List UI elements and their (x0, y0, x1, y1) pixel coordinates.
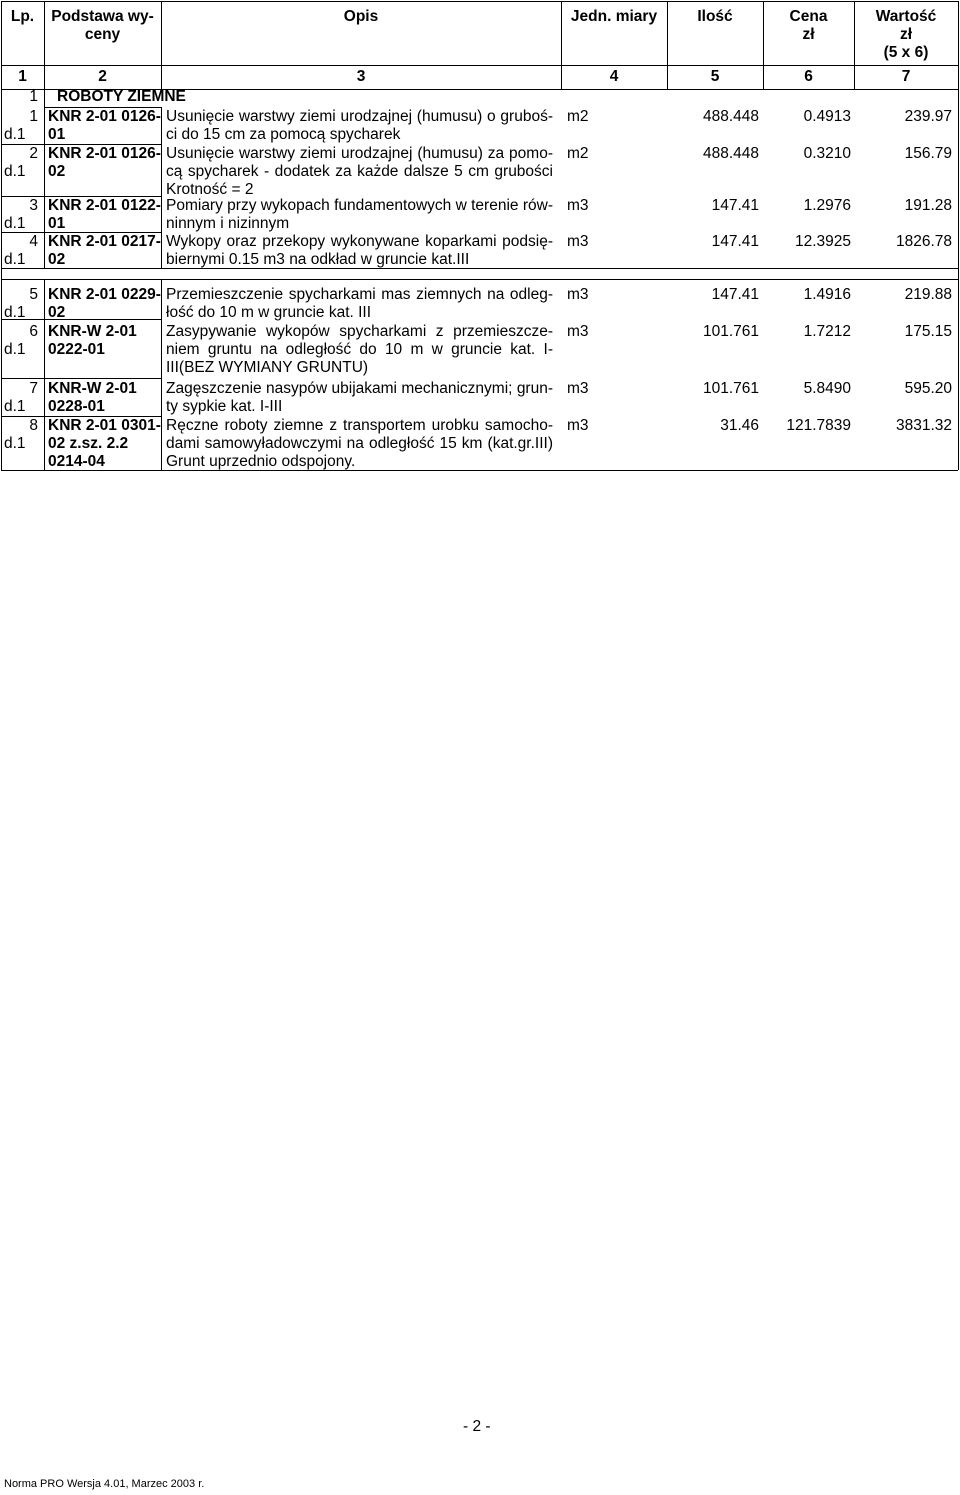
row-lp-suffix: d.1 (4, 341, 26, 358)
row-basis: KNR 2-01 0217- (48, 233, 161, 250)
row-basis: 01 (48, 126, 66, 143)
header-unit: Jedn. miary (570, 8, 658, 25)
row-basis: 01 (48, 215, 66, 232)
column-number: 4 (609, 68, 619, 85)
row-value: 1826.78 (895, 233, 952, 250)
row-lp: 6 (29, 323, 38, 340)
header-price: Cena (789, 8, 828, 25)
row-value: 3831.32 (895, 417, 952, 434)
row-price: 1.4916 (803, 286, 851, 303)
grid-line-horizontal (1, 1, 958, 2)
row-value: 156.79 (904, 145, 952, 162)
row-lp-suffix: d.1 (4, 435, 26, 452)
row-basis: KNR 2-01 0126- (48, 145, 161, 162)
row-basis: 0228-01 (48, 398, 105, 415)
section-title: ROBOTY ZIEMNE (57, 88, 186, 105)
row-description-line: łość do 10 m w gruncie kat. III (166, 304, 372, 321)
column-number: 7 (901, 68, 911, 85)
row-value: 595.20 (904, 380, 952, 397)
page-number: - 2 - (463, 1418, 491, 1435)
row-description-line: niem gruntu na odległość do 10 m w gruncie kat. I- (166, 341, 553, 358)
row-basis: 0222-01 (48, 341, 105, 358)
row-description-line: Usunięcie warstwy ziemi urodzajnej (humusu) o gruboś- (166, 108, 553, 125)
row-description (166, 197, 553, 233)
row-description-line: Zagęszczenie nasypów ubijakami mechanicznymi; grun- (166, 380, 553, 397)
column-number: 1 (18, 68, 27, 85)
column-number: 6 (804, 68, 813, 85)
section-number: 1 (29, 88, 38, 105)
row-value: 219.88 (904, 286, 952, 303)
row-basis: KNR 2-01 0229- (48, 286, 161, 303)
header-value: zł (899, 26, 913, 43)
row-description-line: Zasypywanie wykopów spycharkami z przemieszcze- (166, 323, 553, 340)
row-unit: m3 (567, 233, 589, 250)
row-description-line: ty sypkie kat. I-III (166, 398, 283, 415)
row-unit: m3 (567, 323, 589, 340)
row-lp-suffix: d.1 (4, 251, 26, 268)
row-quantity: 488.448 (702, 145, 759, 162)
header-lp: Lp. (10, 8, 35, 25)
row-description-line: Wykopy oraz przekopy wykonywane koparkami podsię- (166, 233, 553, 250)
row-description-line: biernymi 0.15 m3 na odkład w gruncie kat.III (166, 251, 470, 268)
row-lp: 1 (29, 108, 38, 125)
row-value: 239.97 (904, 108, 952, 125)
row-basis: 02 (48, 163, 66, 180)
row-description (166, 108, 553, 144)
grid-line-vertical (44, 279, 45, 470)
row-price: 5.8490 (803, 380, 851, 397)
row-basis: KNR-W 2-01 (48, 380, 137, 397)
row-description (166, 233, 553, 269)
row-quantity: 101.761 (702, 380, 759, 397)
row-description (166, 417, 553, 471)
row-description-line: Ręczne roboty ziemne z transportem urobku samocho- (166, 417, 553, 434)
row-description-line: ci do 15 cm za pomocą spycharek (166, 126, 401, 143)
row-value: 191.28 (904, 197, 952, 214)
row-lp: 3 (29, 197, 38, 214)
row-basis: KNR 2-01 0122- (48, 197, 161, 214)
header-description: Opis (343, 8, 379, 25)
grid-line-horizontal (1, 279, 958, 280)
grid-line-horizontal (1, 65, 958, 66)
row-quantity: 101.761 (702, 323, 759, 340)
row-basis: 02 (48, 251, 66, 268)
row-description (166, 286, 553, 322)
column-number: 2 (98, 68, 107, 85)
row-price: 0.4913 (803, 108, 851, 125)
row-quantity: 147.41 (711, 286, 759, 303)
row-quantity: 488.448 (702, 108, 759, 125)
row-lp: 2 (29, 145, 38, 162)
column-number: 5 (710, 68, 720, 85)
row-description-line: Pomiary przy wykopach fundamentowych w terenie rów- (166, 197, 553, 214)
row-description-line: Grunt uprzednio odspojony. (166, 453, 356, 470)
grid-line-vertical (161, 279, 162, 470)
grid-line-vertical (161, 107, 162, 268)
row-unit: m3 (567, 197, 589, 214)
row-description-line: Krotność = 2 (166, 181, 254, 198)
row-price: 12.3925 (794, 233, 851, 250)
row-price: 121.7839 (786, 417, 851, 434)
header-value: (5 x 6) (883, 44, 929, 61)
row-price: 1.7212 (803, 323, 851, 340)
header-price: zł (802, 26, 815, 43)
row-unit: m3 (567, 380, 589, 397)
row-quantity: 147.41 (711, 197, 759, 214)
row-price: 0.3210 (803, 145, 851, 162)
row-unit: m2 (567, 108, 589, 125)
row-description (166, 323, 553, 377)
row-basis: 0214-04 (48, 453, 105, 470)
row-basis: KNR 2-01 0301- (48, 417, 161, 434)
row-description-line: cą spycharek - dodatek za każde dalsze 5 cm grubości (166, 163, 553, 180)
row-description-line: Przemieszczenie spycharkami mas ziemnych na odleg- (166, 286, 553, 303)
row-unit: m3 (567, 286, 589, 303)
row-basis: 02 (48, 304, 66, 321)
row-description-line: ninnym i nizinnym (166, 215, 290, 232)
header-basis: Podstawa wy- (51, 8, 154, 25)
row-description-line: Usunięcie warstwy ziemi urodzajnej (humusu) za pomo- (166, 145, 553, 162)
row-lp-suffix: d.1 (4, 304, 26, 321)
row-lp-suffix: d.1 (4, 163, 26, 180)
header-value: Wartość (875, 8, 937, 25)
row-value: 175.15 (904, 323, 952, 340)
software-version: Norma PRO Wersja 4.01, Marzec 2003 r. (4, 1478, 205, 1490)
row-basis: KNR-W 2-01 (48, 323, 137, 340)
row-lp: 5 (29, 286, 38, 303)
grid-line-horizontal (1, 378, 161, 379)
row-unit: m3 (567, 417, 589, 434)
row-quantity: 31.46 (720, 417, 759, 434)
row-lp-suffix: d.1 (4, 126, 26, 143)
row-unit: m2 (567, 145, 589, 162)
row-basis: 02 z.sz. 2.2 (48, 435, 129, 452)
row-lp-suffix: d.1 (4, 398, 26, 415)
header-basis: ceny (84, 26, 121, 43)
header-quantity: Ilość (697, 8, 733, 25)
grid-line-vertical (958, 1, 959, 470)
row-lp: 7 (29, 380, 38, 397)
row-description-line: III(BEZ WYMIANY GRUNTU) (166, 359, 369, 376)
grid-line-vertical (44, 89, 45, 268)
row-lp: 8 (29, 417, 38, 434)
row-description (166, 145, 553, 199)
column-number: 3 (356, 68, 366, 85)
row-quantity: 147.41 (711, 233, 759, 250)
row-lp: 4 (29, 233, 38, 250)
row-lp-suffix: d.1 (4, 215, 26, 232)
row-description (166, 380, 553, 416)
row-basis: KNR 2-01 0126- (48, 108, 161, 125)
row-price: 1.2976 (803, 197, 851, 214)
row-description-line: dami samowyładowczymi na odległość 15 km (kat.gr.III) (166, 435, 553, 452)
